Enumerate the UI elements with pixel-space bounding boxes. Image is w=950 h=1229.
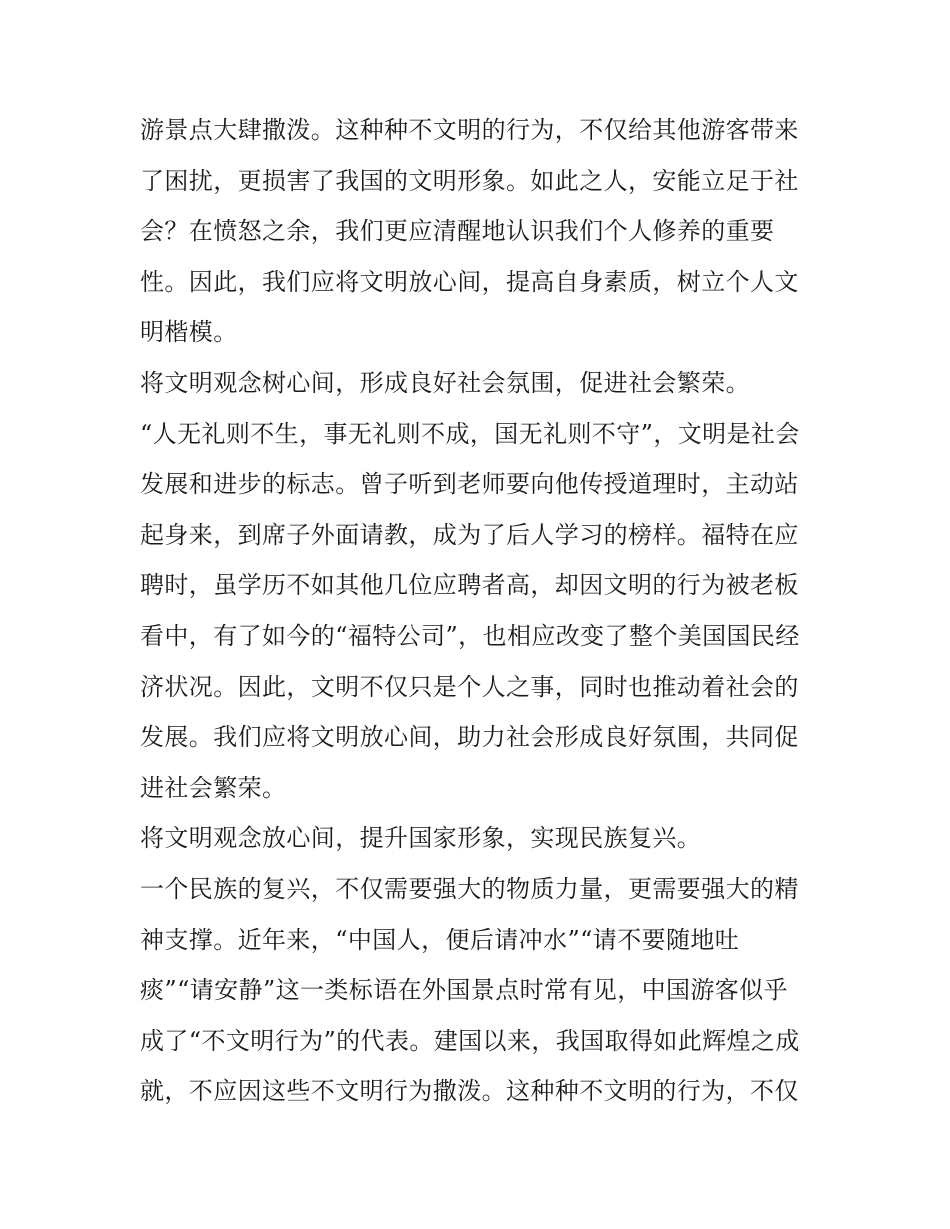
text-line: 就，不应因这些不文明行为撒泼。这种种不文明的行为，不仅: [140, 1077, 799, 1106]
section-heading: 将文明观念树心间，形成良好社会氛围，促进社会繁荣。: [140, 368, 750, 397]
text-line: 痰”“请安静”这一类标语在外国景点时常有见，中国游客似乎: [140, 976, 789, 1005]
text-line: 一个民族的复兴，不仅需要强大的物质力量，更需要强大的精: [140, 874, 799, 903]
body-text: [140, 105, 820, 1117]
text-line: 成了“不文明行为”的代表。建国以来，我国取得如此辉煌之成: [140, 1026, 800, 1055]
text-line: 游景点大肆撒泼。这种种不文明的行为，不仅给其他游客带来: [140, 116, 799, 144]
text-line: 了困扰，更损害了我国的文明形象。如此之人，安能立足于社: [140, 166, 799, 195]
text-line: 神支撑。近年来，“中国人，便后请冲水”“请不要随地吐: [140, 925, 740, 954]
text-line: 会？在愤怒之余，我们更应清醒地认识我们个人修养的重要: [140, 217, 775, 246]
text-line: 进社会繁荣。: [140, 773, 287, 802]
text-line: 起身来，到席子外面请教，成为了后人学习的榜样。福特在应: [140, 520, 799, 549]
text-line: 聘时，虽学历不如其他几位应聘者高，却因文明的行为被老板: [140, 571, 799, 600]
section-heading: 将文明观念放心间，提升国家形象，实现民族复兴。: [140, 824, 702, 853]
text-line: 济状况。因此，文明不仅只是个人之事，同时也推动着社会的: [140, 672, 799, 701]
text-line: “人无礼则不生，事无礼则不成，国无礼则不守”，文明是社会: [140, 419, 800, 448]
text-line: 明楷模。: [140, 318, 238, 347]
text-line: 发展。我们应将文明放心间，助力社会形成良好氛围，共同促: [140, 723, 799, 752]
text-line: 性。因此，我们应将文明放心间，提高自身素质，树立个人文: [140, 267, 799, 296]
text-line: 看中，有了如今的“福特公司”，也相应改变了整个美国国民经: [140, 621, 800, 650]
text-line: 发展和进步的标志。曾子听到老师要向他传授道理时，主动站: [140, 470, 799, 499]
